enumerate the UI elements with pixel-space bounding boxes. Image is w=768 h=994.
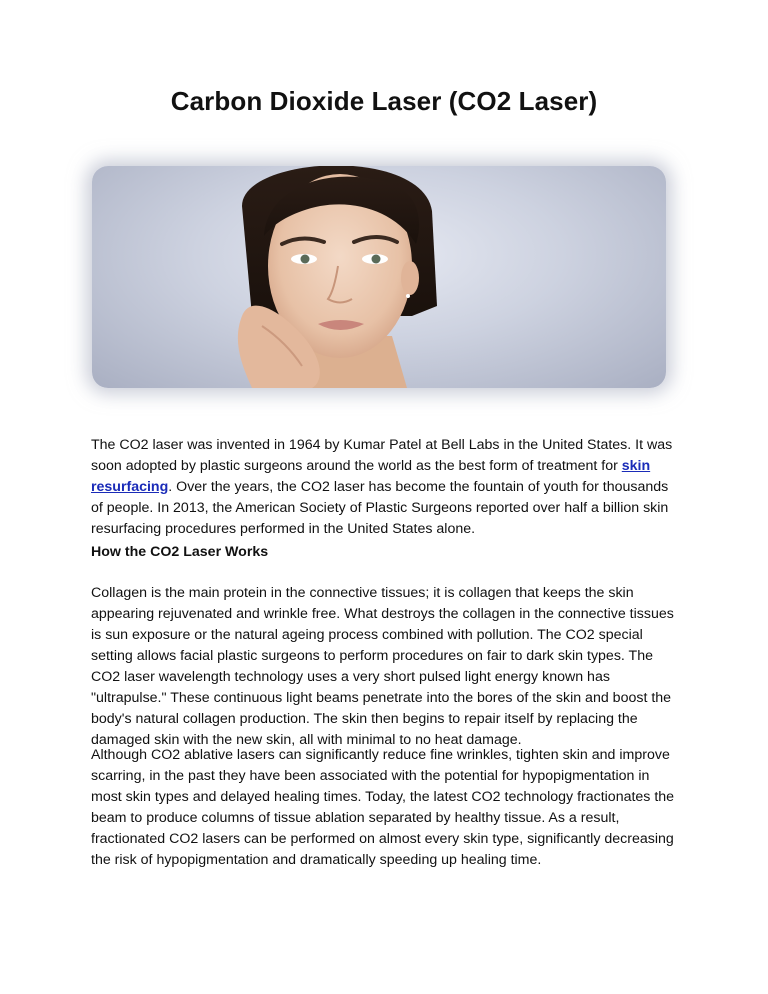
section-heading: How the CO2 Laser Works — [91, 544, 269, 560]
intro-paragraph — [91, 435, 681, 540]
page-title: Carbon Dioxide Laser (CO2 Laser) — [170, 86, 598, 116]
ablative-lasers-paragraph — [91, 745, 681, 871]
how-it-works-text: Collagen is the main protein in the connective tissues; it is collagen that keeps the skin appearing rejuvenated and wrinkle free. What destroys the collagen in the connective tissues is sun exposure or the natural ageing process combined with pollution. The CO2 special setting allows facial plastic surgeons to perform procedures on fair to dark skin types. The CO2 laser wavelength technology uses a very short pulsed light energy known has "ultrapulse." These continuous light beams penetrate into the bores of the skin and boost the body's natural collagen production. The skin then begins to repair itself by replacing the damaged skin with the new skin, all with minimal to no heat damage. — [91, 585, 674, 748]
intro-text-before-link: The CO2 laser was invented in 1964 by Kumar Patel at Bell Labs in the United States. It was soon adopted by plastic surgeons around the world as the best form of treatment for — [91, 437, 673, 474]
intro-text-after-link: . Over the years, the CO2 laser has become the fountain of youth for thousands of people. In 2013, the American Society of Plastic Surgeons reported over half a billion skin resurfacing procedures performed in the United States alone. — [91, 479, 669, 537]
skin-resurfacing-link[interactable]: skin resurfacing — [91, 458, 651, 495]
ablative-lasers-text: Although CO2 ablative lasers can significantly reduce fine wrinkles, tighten skin and improve scarring, in the past they have been associated with the potential for hypopigmentation in most skin types and delayed healing times. Today, the latest CO2 technology fractionates the beam to produce columns of tissue ablation separated by healthy tissue. As a result, fractionated CO2 lasers can be performed on almost every skin type, significantly decreasing the risk of hypopigmentation and dramatically speeding up healing time. — [91, 747, 675, 868]
woman-portrait-image — [92, 166, 666, 388]
how-it-works-paragraph — [91, 583, 681, 751]
